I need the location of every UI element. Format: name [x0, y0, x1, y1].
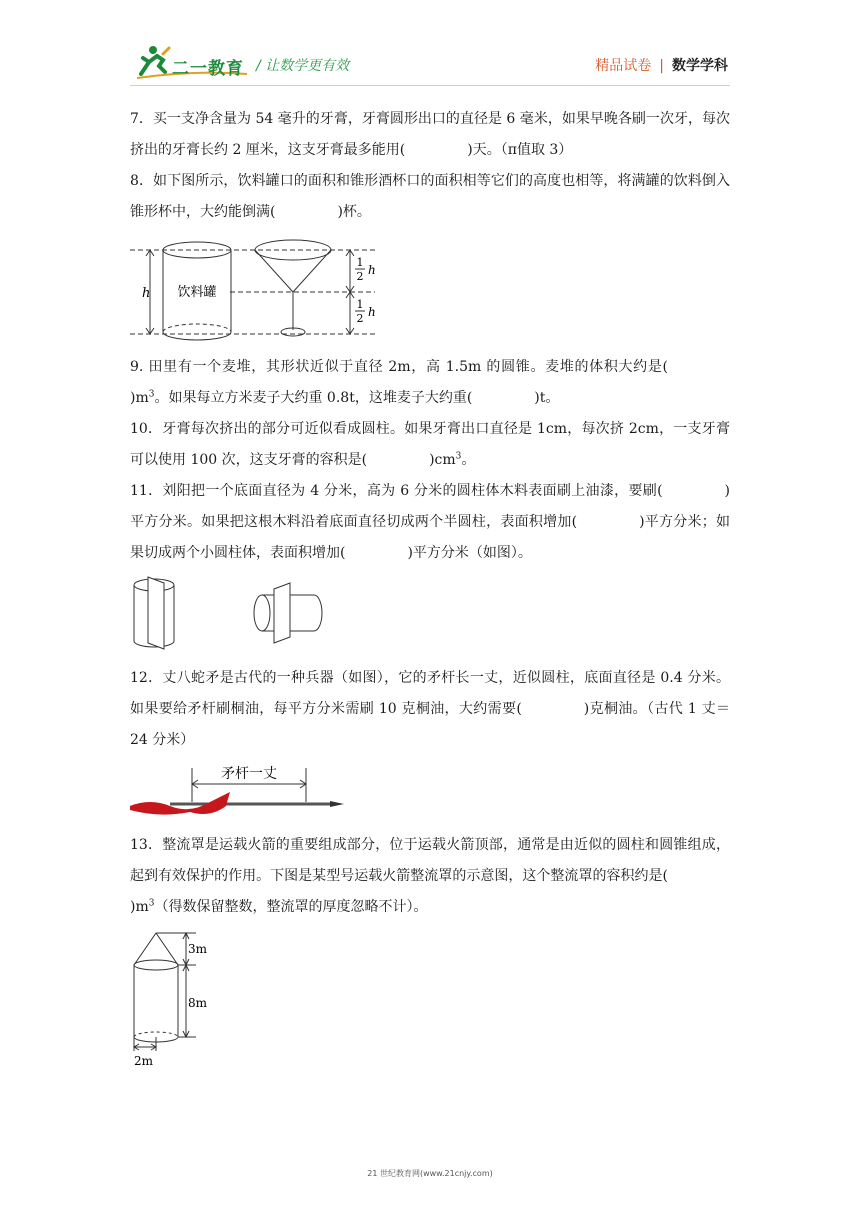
fig13-radius: 2m: [134, 1054, 154, 1068]
header-right: [595, 55, 728, 75]
header-divider: [130, 85, 730, 86]
header-separator: |: [659, 58, 664, 74]
q9-sup: 3: [148, 389, 155, 400]
cut-cylinder-figure: [130, 575, 330, 655]
fig8-half-den-2: 2: [356, 312, 364, 325]
q13-text-c: （得数保留整数，整流罩的厚度忽略不计）。: [154, 899, 428, 915]
q9-text-c: 。如果每立方米麦子大约重 0.8t，这堆麦子大约重(: [154, 390, 473, 406]
q11-text-b: )平方分米。如果把这根木料沿着底面直径切成两个半圆柱，表面积增加(: [130, 483, 730, 530]
fig13-cone-h: 3m: [188, 942, 208, 956]
snake-spear-figure: [130, 762, 350, 822]
q11-text-d: )平方分米（如图）。: [407, 545, 532, 561]
q7-text-b: )天。（π值取 3）: [467, 142, 573, 158]
question-9: [130, 352, 730, 414]
fig12-spear-label: 矛杆一丈: [221, 766, 277, 782]
question-12: [130, 663, 730, 756]
header-label-subject: 数学学科: [672, 58, 728, 74]
q13-text-b: )m: [130, 899, 149, 915]
q9-text-a: 9. 田里有一个麦堆，其形状近似于直径 2m，高 1.5m 的圆锥。麦堆的体积大约是(: [130, 359, 668, 375]
page-footer: 21 世纪教育网(www.21cnjy.com): [367, 1169, 493, 1178]
q10-text-b: )cm: [429, 452, 456, 468]
page-header: [0, 0, 860, 90]
can-and-cone-cup-figure: [130, 234, 390, 344]
fig8-can-label: 饮料罐: [177, 285, 217, 300]
question-10: [130, 414, 730, 476]
q7-text-a: 7．买一支净含量为 54 毫升的牙膏，牙膏圆形出口的直径是 6 毫米，如果早晚各刷一次牙，每次挤出的牙膏长约 2 厘米，这支牙膏最多能用(: [130, 111, 730, 158]
question-8: [130, 166, 730, 228]
q10-text-c: 。: [461, 452, 476, 468]
question-11: [130, 476, 730, 569]
fig8-half-num-2: 1: [356, 298, 364, 311]
question-7: [130, 104, 730, 166]
q11-text-a: 11．刘阳把一个底面直径为 4 分米，高为 6 分米的圆柱体木料表面刷上油漆，要刷(: [130, 483, 663, 499]
q12-text-a: 12．丈八蛇矛是古代的一种兵器（如图），它的矛杆长一丈，近似圆柱，底面直径是 0.4 分米。如果要给矛杆刷桐油，每平方分米需刷 10 克桐油，大约需要(: [130, 670, 730, 717]
header-label-premium: 精品试卷: [595, 58, 652, 74]
q13-sup: 3: [148, 898, 155, 909]
fig8-half-var-2: h: [368, 305, 376, 319]
logo-text: 二一教育: [172, 59, 244, 79]
q10-text-a: 10．牙膏每次挤出的部分可近似看成圆柱。如果牙膏出口直径是 1cm，每次挤 2cm，一支牙膏可以使用 100 次，这支牙膏的容积是(: [130, 421, 730, 468]
q13-text-a: 13．整流罩是运载火箭的重要组成部分，位于运载火箭顶部，通常是由近似的圆柱和圆锥组成，起到有效保护的作用。下图是某型号运载火箭整流罩的示意图，这个整流罩的容积约是(: [130, 837, 730, 884]
question-13: [130, 830, 730, 923]
fig8-half-den-1: 2: [356, 270, 364, 283]
q8-text-a: 8．如下图所示，饮料罐口的面积和锥形酒杯口的面积相等它们的高度也相等，将满罐的饮料倒入锥形杯中，大约能倒满(: [130, 173, 730, 220]
fig8-h-label: h: [142, 286, 151, 301]
slogan: / 让数学更有效: [256, 58, 350, 74]
q11-text-c: )平方分米；如果切成两个小圆柱体，表面积增加(: [130, 514, 730, 561]
q9-text-b: )m: [130, 390, 149, 406]
fig8-half-var-1: h: [368, 263, 376, 277]
q9-text-d: )t。: [534, 390, 560, 406]
rocket-fairing-figure: [130, 929, 250, 1069]
q12-text-b: )克桐油。（古代 1 丈＝24 分米）: [130, 701, 730, 748]
fig13-cyl-h: 8m: [188, 996, 208, 1010]
fig8-half-num-1: 1: [356, 256, 364, 269]
q10-sup: 3: [455, 451, 462, 462]
q8-text-b: )杯。: [337, 204, 371, 220]
question-list: [130, 104, 730, 1077]
